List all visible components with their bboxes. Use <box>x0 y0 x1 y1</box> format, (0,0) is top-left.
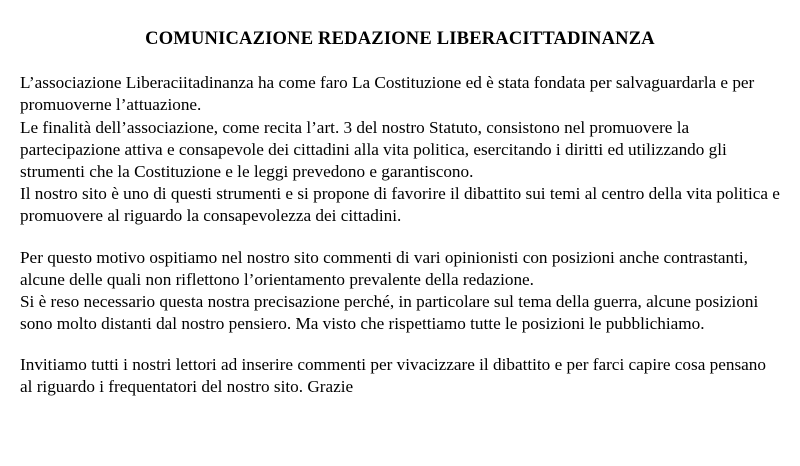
paragraph: Le finalità dell’associazione, come recita l’art. 3 del nostro Statuto, consistono nel promuovere la partecipazione attiva e consapevole dei cittadini alla vita politica, esercitando i diritti ed utilizzando gli strumenti che la Costituzione e le leggi prevedono e garantiscono. <box>20 117 727 181</box>
paragraph-spacer <box>20 228 780 247</box>
paragraph: Il nostro sito è uno di questi strumenti e si propone di favorire il dibattito sui temi al centro della vita politica e promuovere al riguardo la consapevolezza dei cittadini. <box>20 184 780 226</box>
paragraph-block-intro <box>20 72 780 227</box>
paragraph: Invitiamo tutti i nostri lettori ad inserire commenti per vivacizzare il dibattito e per farci capire cosa pensano al riguardo i frequentatori del nostro sito. Grazie <box>20 355 766 397</box>
paragraph-spacer <box>20 335 780 354</box>
paragraph: L’associazione Liberaciitadinanza ha come faro La Costituzione ed è stata fondata per salvaguardarla e per promuoverne l’attuazione. <box>20 73 755 115</box>
paragraph-block-invito <box>20 354 780 398</box>
paragraph: Si è reso necessario questa nostra precisazione perché, in particolare sul tema della guerra, alcune posizioni sono molto distanti dal nostro pensiero. Ma visto che rispettiamo tutte le posizioni le pubblichiamo. <box>20 291 759 334</box>
paragraph: Per questo motivo ospitiamo nel nostro sito commenti di vari opinionisti con posizioni anche contrastanti, alcune delle quali non riflettono l’orientamento prevalente della redazione. <box>20 247 748 289</box>
paragraph-block-motivo <box>20 247 780 336</box>
page-title: COMUNICAZIONE REDAZIONE LIBERACITTADINANZA <box>145 29 655 49</box>
